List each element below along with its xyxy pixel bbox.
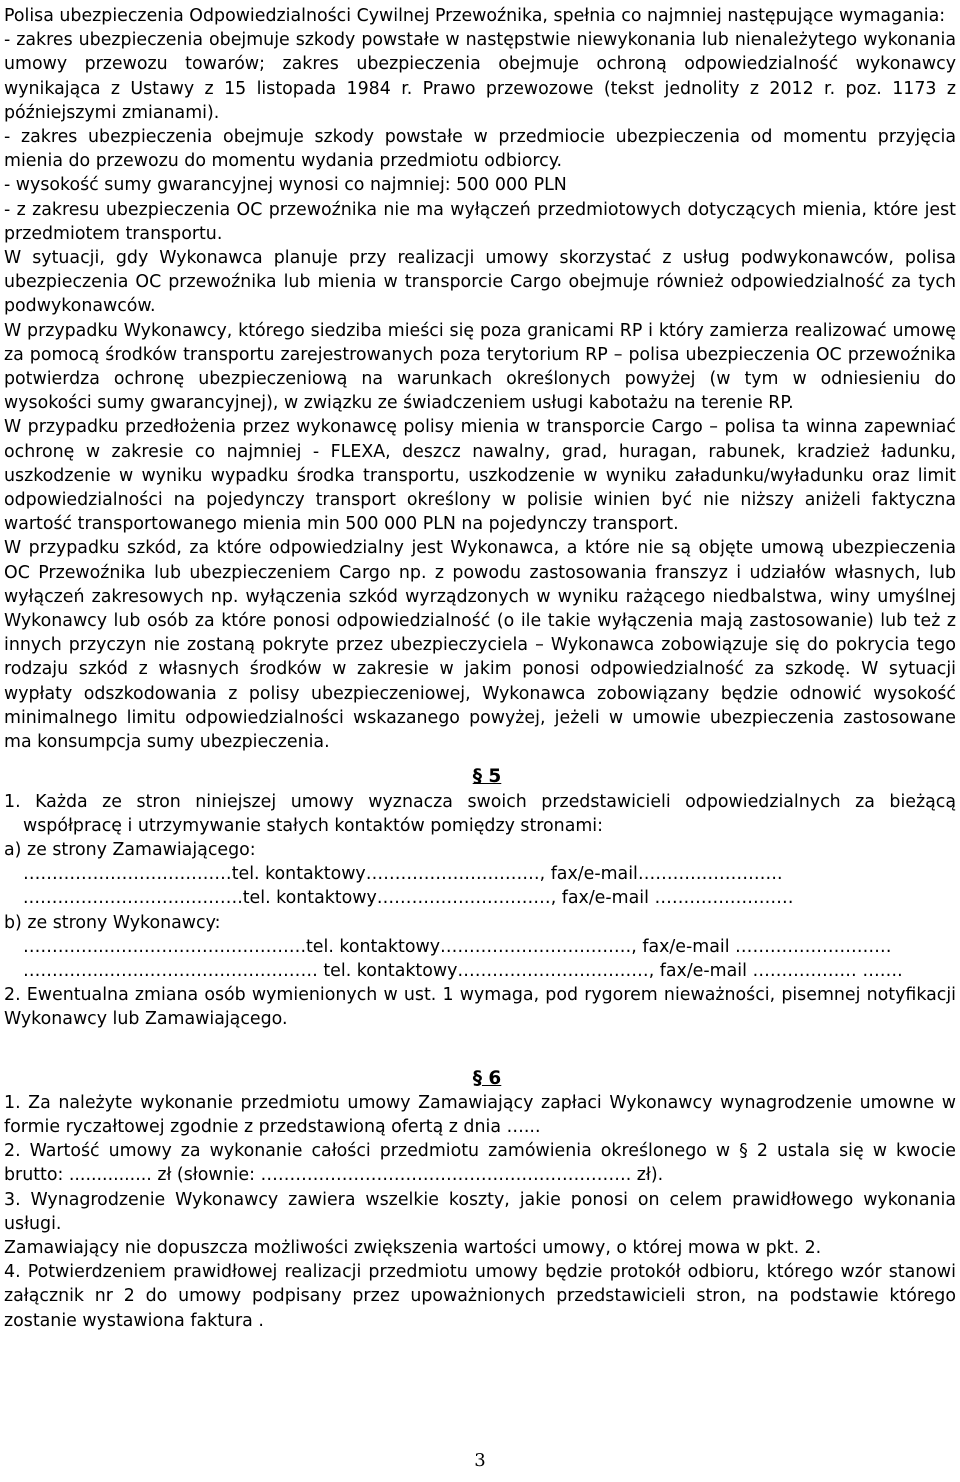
section-5-item-2: 2. Ewentualna zmiana osób wymienionych w ust. 1 wymaga, pod rygorem nieważności, pisemnej notyfikacji Wykonawcy lub Zamawiającego. [4,985,956,1030]
document-body [4,4,956,1333]
insurance-sum: - wysokość sumy gwarancyjnej wynosi co najmniej: 500 000 PLN [4,175,567,196]
section-5-contractor-label: b) ze strony Wykonawcy: [4,912,221,933]
section-5-item-1: 1. Każda ze stron niniejszej umowy wyznacza swoich przedstawicieli odpowiedzialnych za bieżącą współpracę i utrzymywanie stałych kontaktów pomiędzy stronami: [4,791,956,836]
page-number: 3 [474,1450,486,1471]
ordering-party-contact-line-2: .……………………………….tel. kontaktowy…………………………, fax/e-mail …………………… [23,888,794,909]
insurance-exclusions: - z zakresu ubezpieczenia OC przewoźnika nie ma wyłączeń przedmiotowych dotyczących mienia, które jest przedmiotem transportu. [4,199,956,244]
section-6-item-1: 1. Za należyte wykonanie przedmiotu umowy Zamawiający zapłaci Wykonawcy wynagrodzenie umowne w formie ryczałtowej zgodnie z przedstawioną ofertą z dnia …... [4,1092,956,1137]
insurance-cargo-policy: W przypadku przedłożenia przez wykonawcę polisy mienia w transporcie Cargo – polisa ta winna zapewniać ochronę w zakresie co najmniej - FLEXA, deszcz nawalny, grad, huragan, rabunek, kradzież ładunku, uszkodzenie w wyniku wypadku środka transportu, uszkodzenie w wyniku załadunku/wyładunku oraz limit odpowiedzialności na pojedynczy transport określony w polisie winien być nie niższy aniżeli faktyczna wartość transportowanego mienia min 500 000 PLN na pojedynczy transport. [4,417,956,535]
insurance-intro: Polisa ubezpieczenia Odpowiedzialności Cywilnej Przewoźnika, spełnia co najmniej następujące wymagania: [4,6,946,26]
insurance-scope-2: - zakres ubezpieczenia obejmuje szkody powstałe w przedmiocie ubezpieczenia od momentu przyjęcia mienia do przewozu do momentu wydania przedmiotu odbiorcy. [4,127,956,172]
section-6-item-2: 2. Wartość umowy za wykonanie całości przedmiotu zamówienia określonego w § 2 ustala się w kwocie brutto: ............... zł (słownie: ………………………………………………………. zł). [4,1141,956,1186]
section-6-heading: § 6 [472,1067,502,1089]
contractor-contact-line-2: …………..…….………………………… tel. kontaktowy……………………………, fax/e-mail ……………… ……. [23,960,903,981]
insurance-uncovered-damages: W przypadku szkód, za które odpowiedzialny jest Wykonawca, a które nie są objęte umową ubezpieczenia OC Przewoźnika lub ubezpieczeniem Cargo np. z powodu zastosowania franszyz i udziałów własnych, lub wyłączeń zakresowych np. wyłączenia szkód wyrządzonych w wyniku rażącego niedbalstwa, winy umyślnej Wykonawcy lub osób za które ponosi odpowiedzialność (o ile takie wyłączenia mają zastosowanie) lub też z innych przyczyn nie zostaną pokryte przez ubezpieczyciela – Wykonawca zobowiązuje się do pokrycia tego rodzaju szkód z własnych środków w zakresie w jakim ponosi odpowiedzialność za szkodę. W sytuacji wypłaty odszkodowania z polisy ubezpieczeniowej, Wykonawca zobowiązany będzie odnowić wysokość minimalnego limitu odpowiedzialności wskazanego powyżej, jeżeli w umowie ubezpieczenia zastosowane ma konsumpcja sumy ubezpieczenia. [4,538,956,753]
spacer [4,1032,956,1056]
ordering-party-contact-line-1: ………………………………tel. kontaktowy…………………………, fax/e-mail……………………. [23,864,783,885]
section-6-item-3: 3. Wynagrodzenie Wykonawcy zawiera wszelkie koszty, jakie ponosi on celem prawidłowego wykonania usługi. [4,1189,956,1234]
section-5-heading: § 5 [472,766,502,788]
contractor-contact-line-1: …………..…….……………………….tel. kontaktowy……………………………, fax/e-mail ……………………… [23,936,892,957]
section-6-item-4: 4. Potwierdzeniem prawidłowej realizacji przedmiotu umowy będzie protokół odbioru, którego wzór stanowi załącznik nr 2 do umowy podpisany przez upoważnionych przedstawicieli stron, na podstawie którego zostanie wystawiona faktura . [4,1262,956,1331]
section-6-item-3-note: Zamawiający nie dopuszcza możliwości zwiększenia wartości umowy, o której mowa w pkt. 2. [4,1237,822,1258]
section-5-ordering-party-label: a) ze strony Zamawiającego: [4,839,256,860]
insurance-foreign-contractor: W przypadku Wykonawcy, którego siedziba mieści się poza granicami RP i który zamierza realizować umowę za pomocą środków transportu zarejestrowanych poza terytorium RP – polisa ubezpieczenia OC przewoźnika potwierdza ochronę ubezpieczeniową na warunkach określonych powyżej (w tym w odniesieniu do wysokości sumy gwarancyjnej), w związku ze świadczeniem usługi kabotażu na terenie RP. [4,320,956,414]
insurance-scope-1: - zakres ubezpieczenia obejmuje szkody powstałe w następstwie niewykonania lub nienależytego wykonania umowy przewozu towarów; zakres ubezpieczenia obejmuje ochroną odpowiedzialność wykonawcy wynikająca z Ustawy z 15 listopada 1984 r. Prawo przewozowe (tekst jednolity z 2012 r. poz. 1173 z późniejszymi zmianami). [4,30,956,123]
insurance-subcontractors: W sytuacji, gdy Wykonawca planuje przy realizacji umowy skorzystać z usług podwykonawców, polisa ubezpieczenia OC przewoźnika lub mienia w transporcie Cargo obejmuje również odpowiedzialność za tych podwykonawców. [4,248,956,317]
